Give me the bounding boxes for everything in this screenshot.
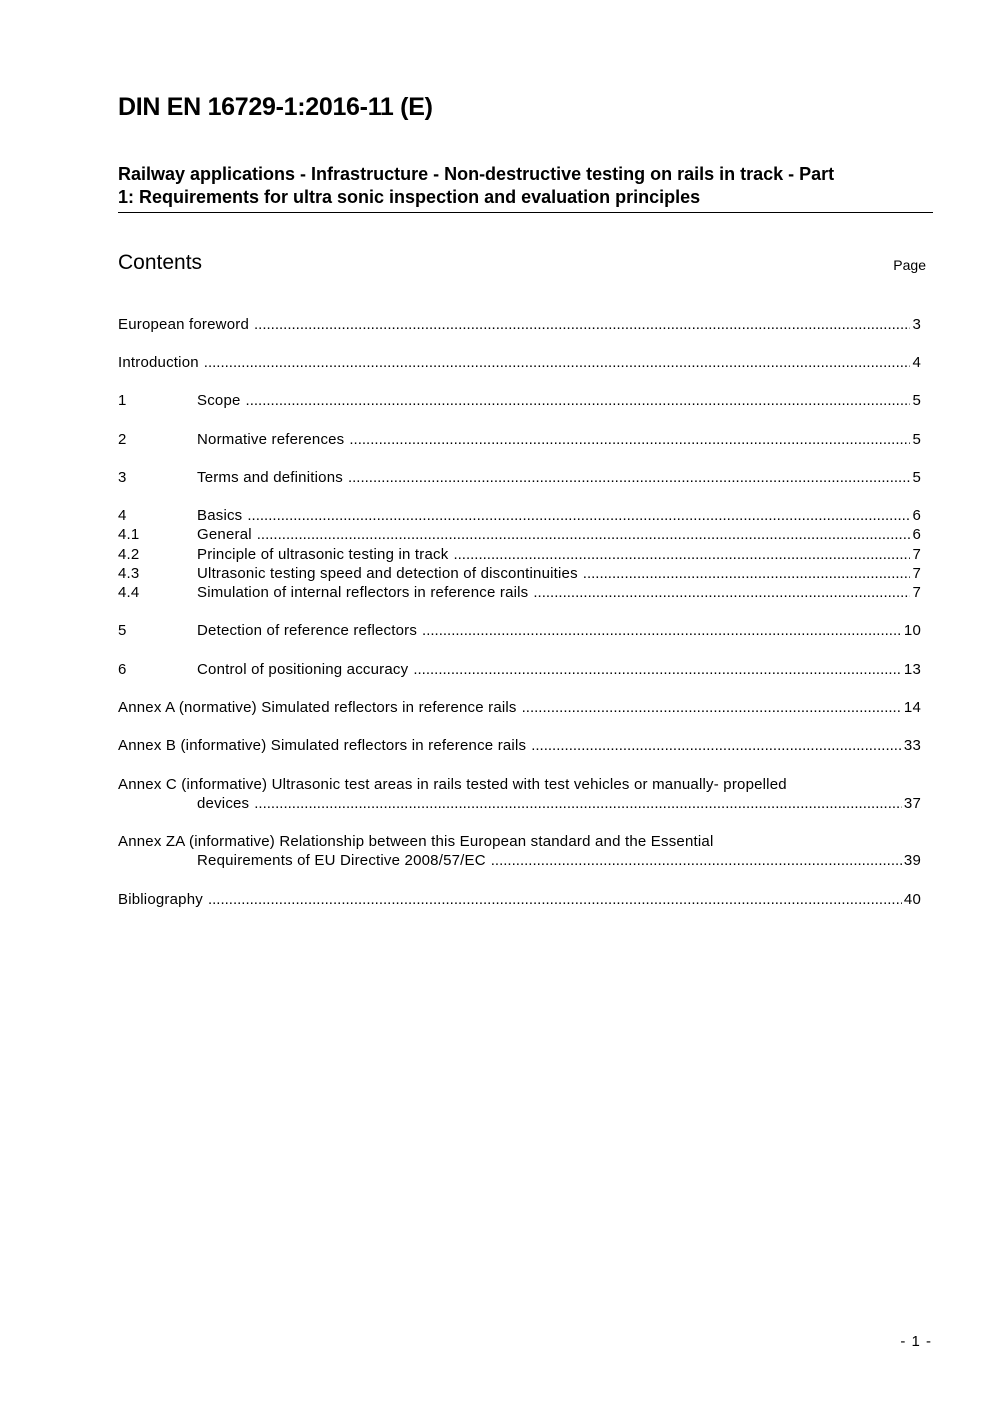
toc-page-number: 4 <box>912 354 921 371</box>
toc-label: Annex ZA (informative) Relationship between this European standard and the Essential <box>118 833 714 850</box>
toc-label: Normative references <box>197 431 345 448</box>
toc-leader-dots <box>204 353 911 372</box>
toc-entry-simulation-of-internal-reflectors[interactable] <box>118 583 921 602</box>
toc-entry-annex-a[interactable] <box>118 698 921 717</box>
toc-page-number: 40 <box>903 891 921 908</box>
toc-page-number: 14 <box>903 699 921 716</box>
toc-label: European foreword <box>118 316 249 333</box>
toc-entry-control-of-positioning-accuracy[interactable] <box>118 660 921 679</box>
toc-label-continuation: Requirements of EU Directive 2008/57/EC <box>197 852 486 869</box>
toc-entry-principle-of-ultrasonic-testing[interactable] <box>118 545 921 564</box>
toc-page-number: 6 <box>912 507 921 524</box>
toc-page-number: 13 <box>903 661 921 678</box>
toc-leader-dots <box>531 736 902 755</box>
toc-leader-dots <box>348 468 911 487</box>
toc-entry-introduction[interactable] <box>118 353 921 372</box>
toc-section-number: 4.4 <box>118 584 140 601</box>
document-title <box>118 163 933 213</box>
toc-entry-ultrasonic-testing-speed[interactable] <box>118 564 921 583</box>
footer-page-number: - 1 - <box>900 1333 932 1350</box>
toc-label: Control of positioning accuracy <box>197 661 409 678</box>
toc-entry-basics[interactable] <box>118 506 921 525</box>
toc-page-number: 37 <box>903 795 921 812</box>
toc-section-number: 2 <box>118 431 127 448</box>
toc-leader-dots <box>349 430 910 449</box>
toc-label: General <box>197 526 252 543</box>
page-column-heading: Page <box>893 257 926 273</box>
toc-page-number: 3 <box>912 316 921 333</box>
toc-leader-dots <box>257 525 911 544</box>
toc-page-number: 7 <box>912 584 921 601</box>
toc-leader-dots <box>247 506 910 525</box>
toc-leader-dots <box>254 794 902 813</box>
toc-label: Bibliography <box>118 891 203 908</box>
toc-entry-annex-b[interactable] <box>118 736 921 755</box>
toc-leader-dots <box>522 698 902 717</box>
toc-entry-european-foreword[interactable] <box>118 315 921 334</box>
toc-entry-terms-and-definitions[interactable] <box>118 468 921 487</box>
document-id: DIN EN 16729-1:2016-11 (E) <box>118 93 433 121</box>
toc-page-number: 6 <box>912 526 921 543</box>
toc-section-number: 4.3 <box>118 565 140 582</box>
toc-section-number: 4.2 <box>118 546 140 563</box>
toc-page-number: 7 <box>912 546 921 563</box>
toc-label: Annex A (normative) Simulated reflectors in reference rails <box>118 699 517 716</box>
toc-section-number: 5 <box>118 622 127 639</box>
toc-section-number: 4 <box>118 507 127 524</box>
toc-page-number: 33 <box>903 737 921 754</box>
toc-leader-dots <box>413 660 902 679</box>
toc-page-number: 10 <box>903 622 921 639</box>
toc-leader-dots <box>208 890 902 909</box>
toc-label: Simulation of internal reflectors in reference rails <box>197 584 529 601</box>
toc-entry-annex-za[interactable] <box>118 832 921 870</box>
toc-leader-dots <box>533 583 910 602</box>
document-title-line-1: Railway applications - Infrastructure - Non-destructive testing on rails in track - Part <box>118 164 835 184</box>
toc-entry-detection-of-reference-reflectors[interactable] <box>118 621 921 640</box>
toc-label: Annex B (informative) Simulated reflectors in reference rails <box>118 737 527 754</box>
toc-label: Terms and definitions <box>197 469 343 486</box>
toc-label: Introduction <box>118 354 199 371</box>
document-title-line-2: 1: Requirements for ultra sonic inspection and evaluation principles <box>118 187 701 207</box>
toc-page-number: 39 <box>903 852 921 869</box>
toc-page-number: 5 <box>912 431 921 448</box>
toc-label: Detection of reference reflectors <box>197 622 418 639</box>
toc-page-number: 7 <box>912 565 921 582</box>
toc-leader-dots <box>491 851 902 870</box>
toc-label: Annex C (informative) Ultrasonic test areas in rails tested with test vehicles or manually- propelled <box>118 776 787 793</box>
toc-section-number: 6 <box>118 661 127 678</box>
contents-heading: Contents <box>118 251 203 274</box>
toc-page-number: 5 <box>912 392 921 409</box>
toc-entry-general[interactable] <box>118 525 921 544</box>
toc-section-number: 4.1 <box>118 526 140 543</box>
toc-label: Principle of ultrasonic testing in track <box>197 546 449 563</box>
toc-section-number: 1 <box>118 392 127 409</box>
toc-entry-normative-references[interactable] <box>118 430 921 449</box>
toc-label: Basics <box>197 507 243 524</box>
toc-leader-dots <box>254 315 910 334</box>
toc-label: Ultrasonic testing speed and detection of discontinuities <box>197 565 578 582</box>
toc-entry-annex-c[interactable] <box>118 775 921 813</box>
toc-entry-bibliography[interactable] <box>118 890 921 909</box>
toc-leader-dots <box>422 621 902 640</box>
toc-leader-dots <box>583 564 911 583</box>
toc-leader-dots <box>246 391 911 410</box>
toc-section-number: 3 <box>118 469 127 486</box>
toc-label: Scope <box>197 392 241 409</box>
toc-entry-scope[interactable] <box>118 391 921 410</box>
toc-label-continuation: devices <box>197 795 250 812</box>
toc-page-number: 5 <box>912 469 921 486</box>
toc-leader-dots <box>453 545 910 564</box>
